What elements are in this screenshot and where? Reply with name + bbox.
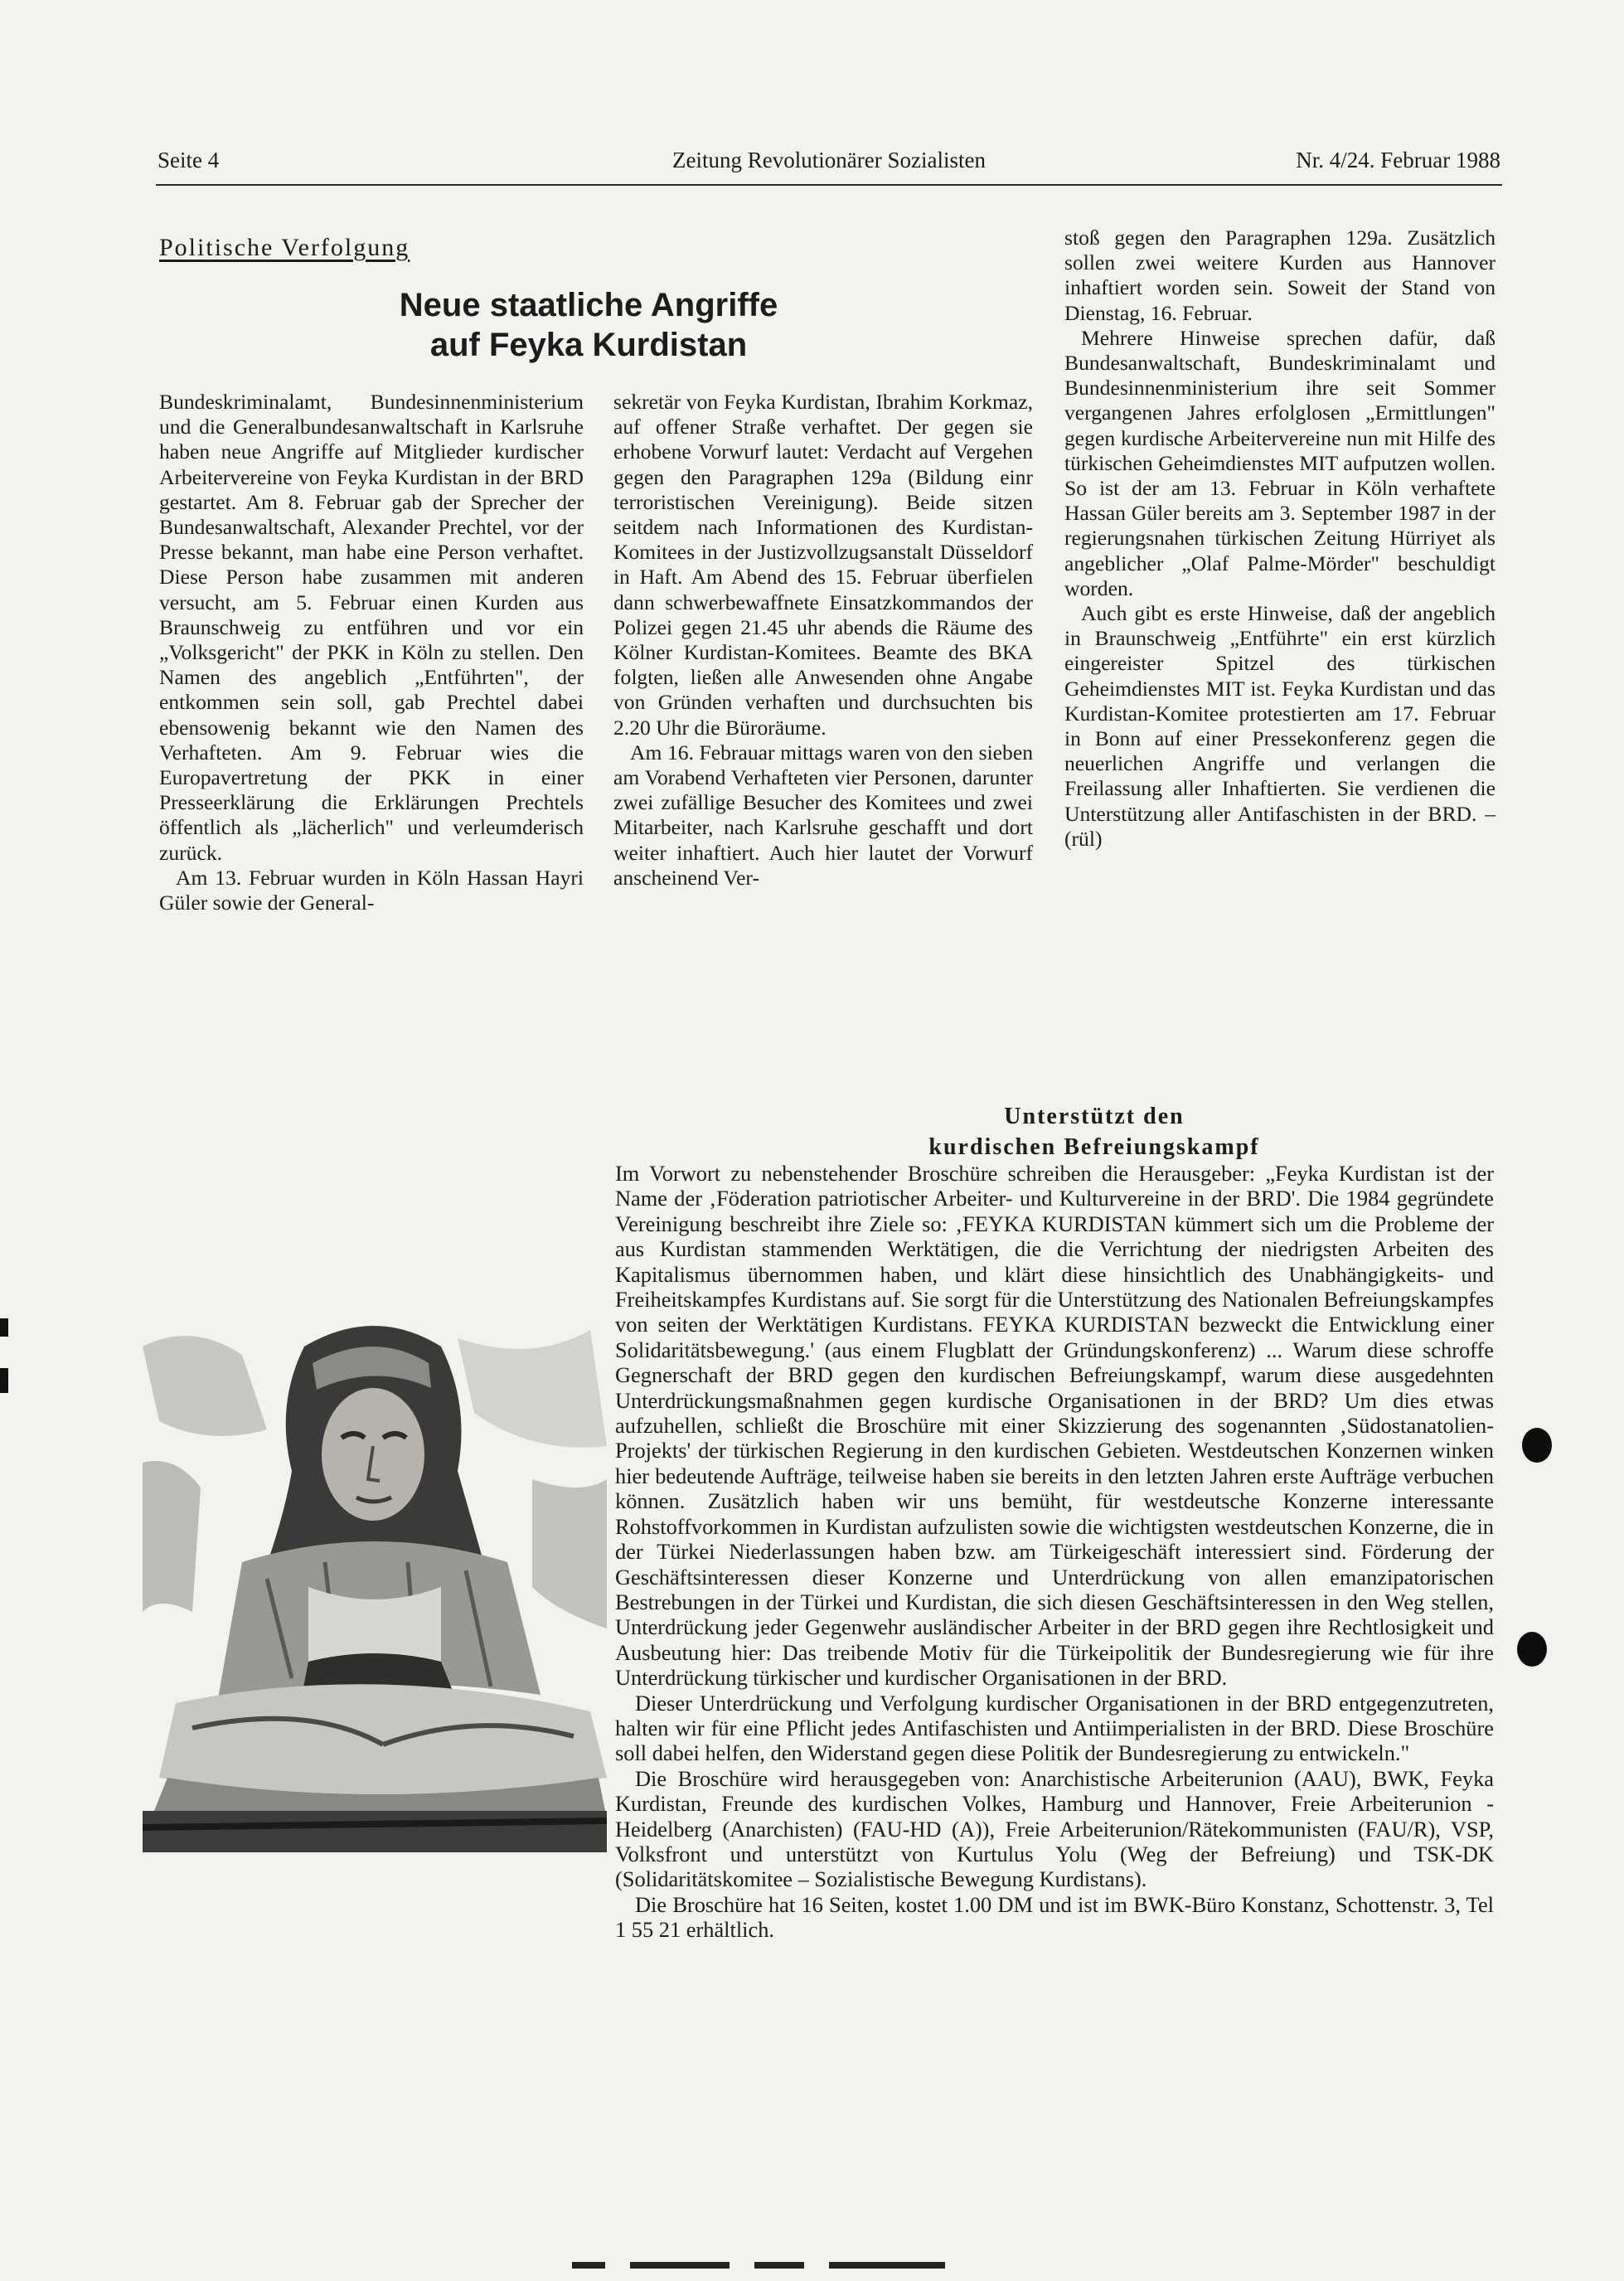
paragraph: Dieser Unterdrückung und Verfolgung kurdischer Organisationen in der BRD entgegenzutreten, halten wir für eine Pflicht jedes Antifaschisten und Antiimperialisten in der BRD. Diese Broschüre soll dabei helfen, den Widerstand gegen diese Politik der Bundesregierung zu entwickeln." — [615, 1690, 1494, 1766]
paragraph: stoß gegen den Paragraphen 129a. Zusätzlich sollen zwei weitere Kurden aus Hannover inhaftiert worden sein. Soweit der Stand von Dienstag, 16. Februar. — [1064, 226, 1496, 325]
paragraph: Die Broschüre hat 16 Seiten, kostet 1.00 DM und ist im BWK-Büro Konstanz, Schottenstr. 3, Tel 1 55 21 erhältlich. — [615, 1891, 1494, 1943]
punch-hole-mark — [1522, 1428, 1552, 1463]
headline-line-1: Neue staatliche Angriffe — [399, 287, 778, 323]
box-title-line-1: Unterstützt den — [1004, 1104, 1185, 1129]
publication-title: Zeitung Revolutionärer Sozialisten — [672, 148, 986, 172]
article-column-1 — [159, 390, 584, 915]
paragraph: Am 13. Februar wurden in Köln Hassan Hayri Güler sowie der General- — [159, 865, 584, 915]
paragraph: Mehrere Hinweise sprechen dafür, daß Bundesanwaltschaft, Bundeskriminalamt und Bundesinnenministerium ihre seit Sommer vergangenen Jahres erfolglosen „Ermittlungen" gegen kurdische Arbeitervereine nun mit Hilfe des türkischen Geheimdienstes MIT aufputzen wollen. So ist der am 13. Februar in Köln verhaftete Hassan Güler bereits am 3. September 1987 in der regierungsnahen türkischen Zeitung Hürriyet als angeblicher „Olaf Palme-Mörder" beschuldigt worden. — [1064, 325, 1496, 600]
paragraph: sekretär von Feyka Kurdistan, Ibrahim Korkmaz, auf offener Straße verhaftet. Der gegen sie erhobene Vorwurf lautet: Verdacht auf Vergehen gegen den Paragraphen 129a (Bildung einr terroristischen Vereinigung). Beide sitzen seitdem nach Informationen des Kurdistan-Komitees in der Justizvollzugsanstalt Düsseldorf in Haft. Am Abend des 15. Februar überfielen dann schwerbewaffnete Einsatzkommandos der Polizei gegen 21.45 uhr abends die Räume des Kölner Kurdistan-Komitees. Beamte des BKA folgten, ließen alle Anwesenden ohne Angabe von Gründen verhaften und durchsuchten bis 2.20 Uhr die Büroräume. — [613, 390, 1033, 740]
article-headline — [315, 285, 862, 365]
header-divider — [156, 184, 1502, 186]
headline-line-2: auf Feyka Kurdistan — [429, 327, 748, 363]
section-rubric: Politische Verfolgung — [159, 234, 410, 261]
scan-edge-mark — [0, 1318, 8, 1337]
scan-bottom-marks — [572, 2262, 987, 2270]
paragraph: Bundeskriminalamt, Bundesinnenministerium und die Generalbundesanwaltschaft in Karlsruhe haben neue Angriffe auf Mitglieder kurdischer Arbeitervereine von Feyka Kurdistan in der BRD gestartet. Am 8. Februar gab der Sprecher der Bundesanwaltschaft, Alexander Prechtel, vor der Presse bekannt, man habe eine Person verhaftet. Diese Person habe zusammen mit anderen versucht, am 5. Februar einen Kurden aus Braunschweig zu entführen und vor ein „Volksgericht" der PKK in Köln zu stellen. Den Namen des angeblich „Entführten", der entkommen sein soll, gab Prechtel dabei ebensowenig bekannt wie den Namen des Verhafteten. Am 9. Februar wies die Europavertretung der PKK in einer Presseerklärung die Erklärungen Prechtels öffentlich als „lächerlich" und verleumderisch zurück. — [159, 390, 584, 865]
punch-hole-mark — [1517, 1632, 1547, 1667]
photo-seated-woman-icon — [143, 1313, 607, 1852]
box-title-line-2: kurdischen Befreiungskampf — [928, 1134, 1260, 1160]
scan-edge-mark — [0, 1368, 8, 1393]
box-body — [615, 1161, 1494, 1943]
issue-date: Nr. 4/24. Februar 1988 — [1296, 148, 1500, 172]
page-number: Seite 4 — [158, 148, 220, 172]
paragraph: Im Vorwort zu nebenstehender Broschüre schreiben die Herausgeber: „Feyka Kurdistan ist der Name der ‚Föderation patriotischer Arbeiter- und Kulturvereine in der BRD'. Die 1984 gegründete Vereinigung beschreibt ihre Ziele so: ‚FEYKA KURDISTAN kümmert sich um die Probleme der aus Kurdistan stammenden Werktätigen, die die Verrichtung der niedrigsten Arbeiten des Kapitalismus übernommen haben, und klärt diese hinsichtlich des Unabhängigkeits- und Freiheitskampfes Kurdistans auf. Sie sorgt für die Unterstützung des Nationalen Befreiungskampfes von seiten der Werktätigen Kurdistans. FEYKA KURDISTAN bezweckt die Entwicklung einer Solidaritätsbewegung.' (aus einem Flugblatt der Gründungskonferenz) ... Warum diese schroffe Gegnerschaft der BRD gegen den kurdischen Befreiungskampf, warum diese ausgedehnten Unterdrückungsmaßnahmen gegen kurdische Organisationen in der BRD? Um dies etwas aufzuhellen, schließt die Broschüre mit einer Skizzierung des sogenannten ‚Südostanatolien-Projekts' der türkischen Regierung in den kurdischen Gebieten. Westdeutschen Konzernen winken hier bedeutende Aufträge, teilweise haben sie bereits in den letzten Jahren erste Aufträge verbuchen können. Zusätzlich haben wir uns bemüht, für westdeutsche Konzerne interessante Rohstoffvorkommen in Kurdistan aufzulisten sowie die wichtigsten westdeutschen Konzerne, die in der Türkei Niederlassungen haben bzw. am Türkeigeschäft interessiert sind. Förderung der Geschäftsinteressen dieser Konzerne und Unterdrückung von allen emanzipatorischen Bestrebungen in der Türkei und Kurdistan, die sich diesen Geschäftsinteressen in den Weg stellen, Unterdrückung jeder Gegenwehr ausländischer Arbeiter in der BRD gegen ihre Rechtlosigkeit und Ausbeutung hier: Das treibende Motiv für die Türkeipolitik der Bundesregierung wie für ihre Unterdrückung türkischer und kurdischer Organisationen in der BRD. — [615, 1161, 1494, 1691]
paragraph: Am 16. Febrauar mittags waren von den sieben am Vorabend Verhafteten vier Personen, darunter zwei zufällige Besucher des Komitees und zwei Mitarbeiter, nach Karlsruhe geschafft und dort weiter inhaftiert. Auch hier lautet der Vorwurf anscheinend Ver- — [613, 740, 1033, 890]
page-header — [158, 148, 1500, 181]
paragraph: Die Broschüre wird herausgegeben von: Anarchistische Arbeiterunion (AAU), BWK, Feyka Kurdistan, Freunde des kurdischen Volkes, Hamburg und Hannover, Freie Arbeiterunion - Heidelberg (Anarchisten) (FAU-HD (A)), Freie Arbeiterunion/Rätekommunisten (FAU/R), VSP, Volksfront und unterstützt von Kurtulus Yolu (Weg der Befreiung) und TSK-DK (Solidaritätskomitee – Sozialistische Bewegung Kurdistans). — [615, 1765, 1494, 1892]
box-title — [730, 1101, 1459, 1162]
paragraph: Auch gibt es erste Hinweise, daß der angeblich in Braunschweig „Entführte" ein erst kürzlich eingereister Spitzel des türkischen Geheimdienstes MIT ist. Feyka Kurdistan und das Kurdistan-Komitee protestierten am 17. Februar in Bonn auf einer Pressekonferenz gegen die neuerlichen Angriffe und verlangen die Freilassung aller Inhaftierten. Sie verdienen die Unterstützung aller Antifaschisten in der BRD. – (rül) — [1064, 601, 1496, 851]
article-column-3 — [1064, 226, 1496, 852]
article-column-2 — [613, 390, 1033, 891]
